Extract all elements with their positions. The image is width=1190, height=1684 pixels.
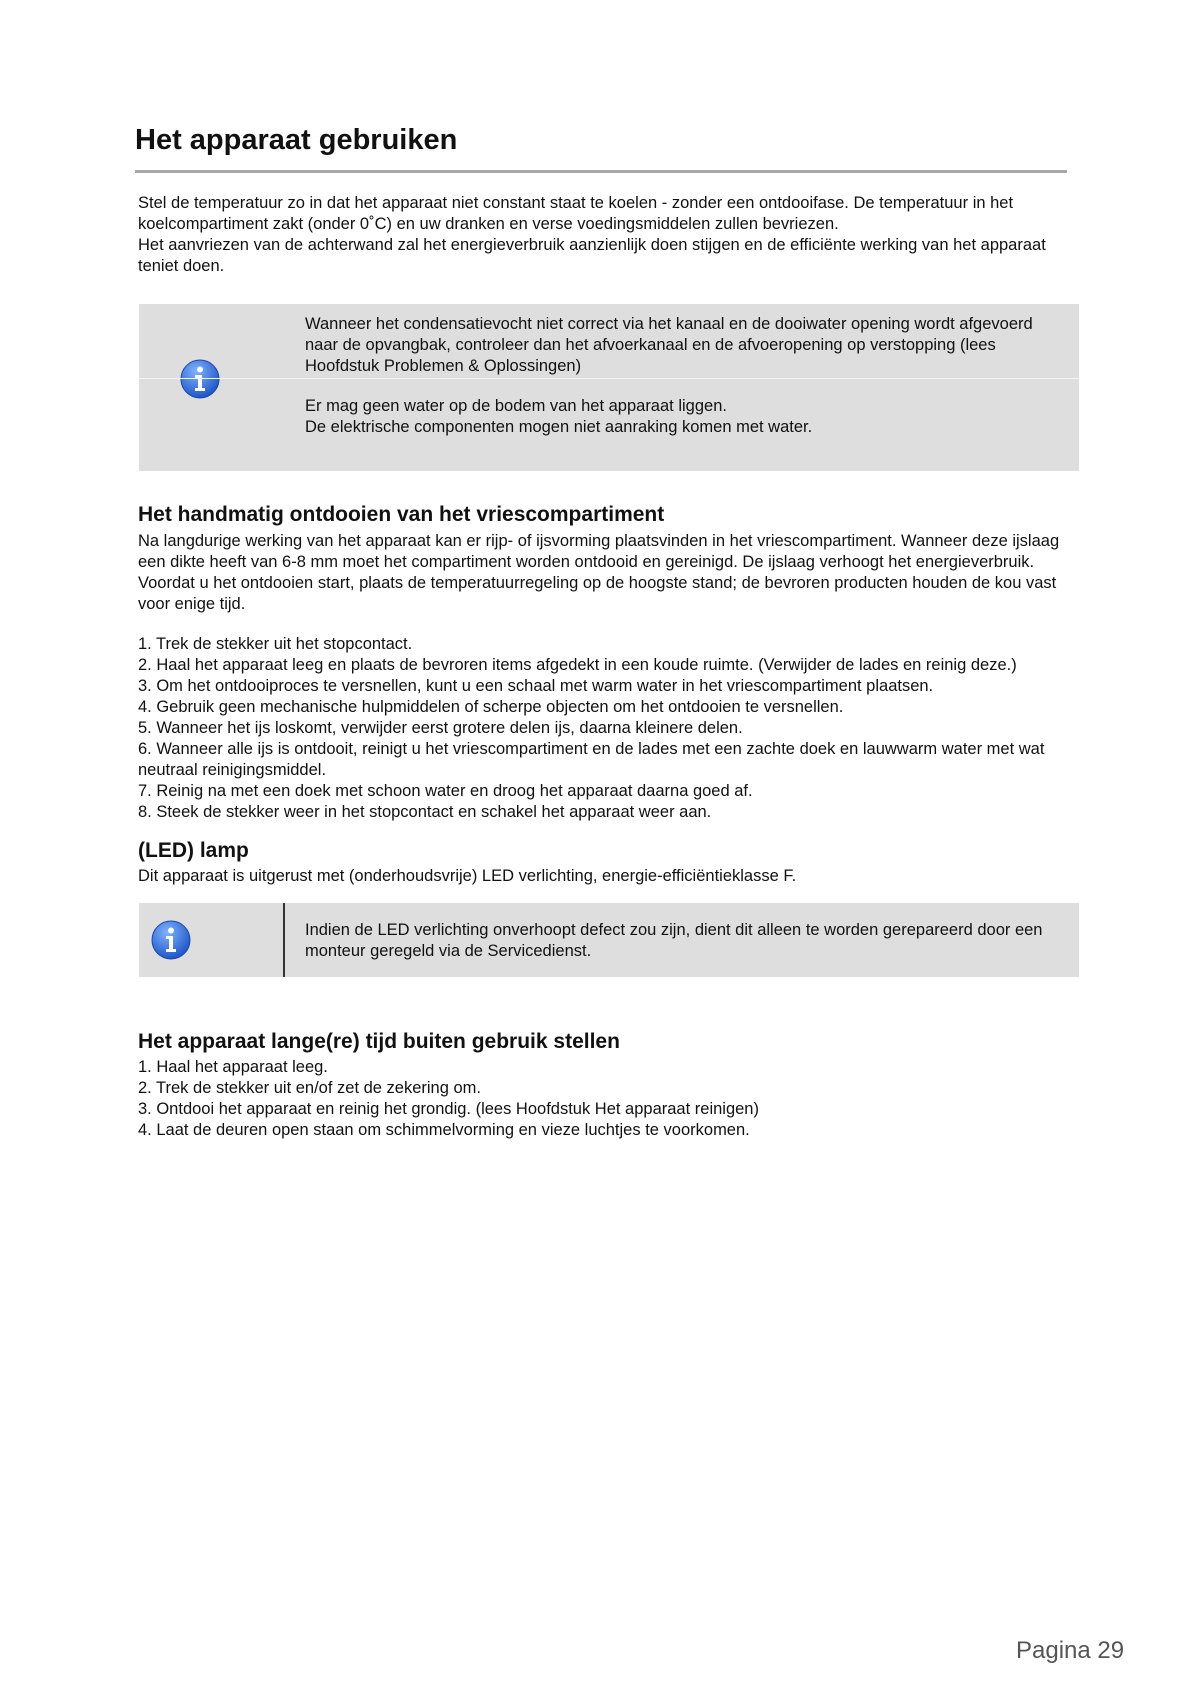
- section-heading-defrost: Het handmatig ontdooien van het vriescompartiment: [138, 503, 665, 526]
- title-divider: [135, 170, 1067, 173]
- info-icon: [151, 920, 191, 960]
- list-item: 8. Steek de stekker weer in het stopcontact en schakel het apparaat weer aan.: [138, 803, 712, 821]
- info-box-condensation: [139, 304, 1079, 471]
- section-heading-storage: Het apparaat lange(re) tijd buiten gebruik stellen: [138, 1030, 620, 1053]
- list-item: 2. Trek de stekker uit en/of zet de zekering om.: [138, 1079, 482, 1097]
- info-text-led: Indien de LED verlichting onverhoopt defect zou zijn, dient dit alleen te worden gerepareerd door een monteur geregeld via de Servicedienst.: [305, 921, 1043, 960]
- info-box-separator: [283, 903, 285, 977]
- defrost-paragraph: Na langdurige werking van het apparaat kan er rijp- of ijsvorming plaatsvinden in het vriescompartiment. Wanneer deze ijslaag een dikte heeft van 6-8 mm moet het compartiment worden ontdooid en gereinigd. De ijslaag verhoogt het energieverbruik. Voordat u het ontdooien start, plaats de temperatuurregeling op de hoogste stand; de bevroren producten houden de kou vast voor enige tijd.: [138, 532, 1060, 613]
- list-item: 3. Ontdooi het apparaat en reinig het grondig. (lees Hoofdstuk Het apparaat reinigen): [138, 1100, 759, 1118]
- lamp-paragraph: Dit apparaat is uitgerust met (onderhoudsvrije) LED verlichting, energie-efficiëntieklasse F.: [138, 867, 797, 885]
- list-item: 4. Laat de deuren open staan om schimmelvorming en vieze luchtjes te voorkomen.: [138, 1121, 750, 1139]
- list-item: 5. Wanneer het ijs loskomt, verwijder eerst grotere delen ijs, daarna kleinere delen.: [138, 719, 743, 737]
- defrost-steps-list: [138, 634, 1138, 823]
- list-item: 7. Reinig na met een doek met schoon water en droog het apparaat daarna goed af.: [138, 782, 753, 800]
- info-icon: [180, 359, 220, 399]
- info-text-water: Er mag geen water op de bodem van het apparaat liggen.: [305, 397, 727, 415]
- list-item: 1. Trek de stekker uit het stopcontact.: [138, 635, 413, 653]
- list-item: 3. Om het ontdooiproces te versnellen, kunt u een schaal met warm water in het vriescompartiment plaatsen.: [138, 677, 934, 695]
- info-box-led: [139, 903, 1079, 977]
- section-heading-lamp: (LED) lamp: [138, 839, 249, 862]
- intro-paragraph-1: Stel de temperatuur zo in dat het apparaat niet constant staat te koelen - zonder een ontdooifase. De temperatuur in het koelcompartiment zakt (onder 0˚C) en uw dranken en verse voedingsmiddelen zullen bevriezen.: [138, 194, 1014, 233]
- storage-steps-list: [138, 1057, 1138, 1141]
- info-text-components: De elektrische componenten mogen niet aanraking komen met water.: [305, 418, 813, 436]
- list-item: 2. Haal het apparaat leeg en plaats de bevroren items afgedekt in een koude ruimte. (Verwijder de lades en reinig deze.): [138, 656, 1017, 674]
- page-title: Het apparaat gebruiken: [135, 124, 458, 156]
- info-text-condensation: Wanneer het condensatievocht niet correct via het kanaal en de dooiwater opening wordt afgevoerd naar de opvangbak, controleer dan het afvoerkanaal en de afvoeropening op verstopping (lees Hoofdstuk Problemen & Oplossingen): [305, 315, 1033, 375]
- info-box-divider: [139, 378, 1079, 379]
- list-item: 6. Wanneer alle ijs is ontdooit, reinigt u het vriescompartiment en de lades met een zachte doek en lauwwarm water met wat neutraal reinigingsmiddel.: [138, 740, 1045, 779]
- page-number: Pagina 29: [1016, 1637, 1125, 1664]
- list-item: 1. Haal het apparaat leeg.: [138, 1058, 328, 1076]
- intro-paragraph-2: Het aanvriezen van de achterwand zal het energieverbruik aanzienlijk doen stijgen en de efficiënte werking van het apparaat teniet doen.: [138, 236, 1046, 275]
- list-item: 4. Gebruik geen mechanische hulpmiddelen of scherpe objecten om het ontdooien te versnellen.: [138, 698, 844, 716]
